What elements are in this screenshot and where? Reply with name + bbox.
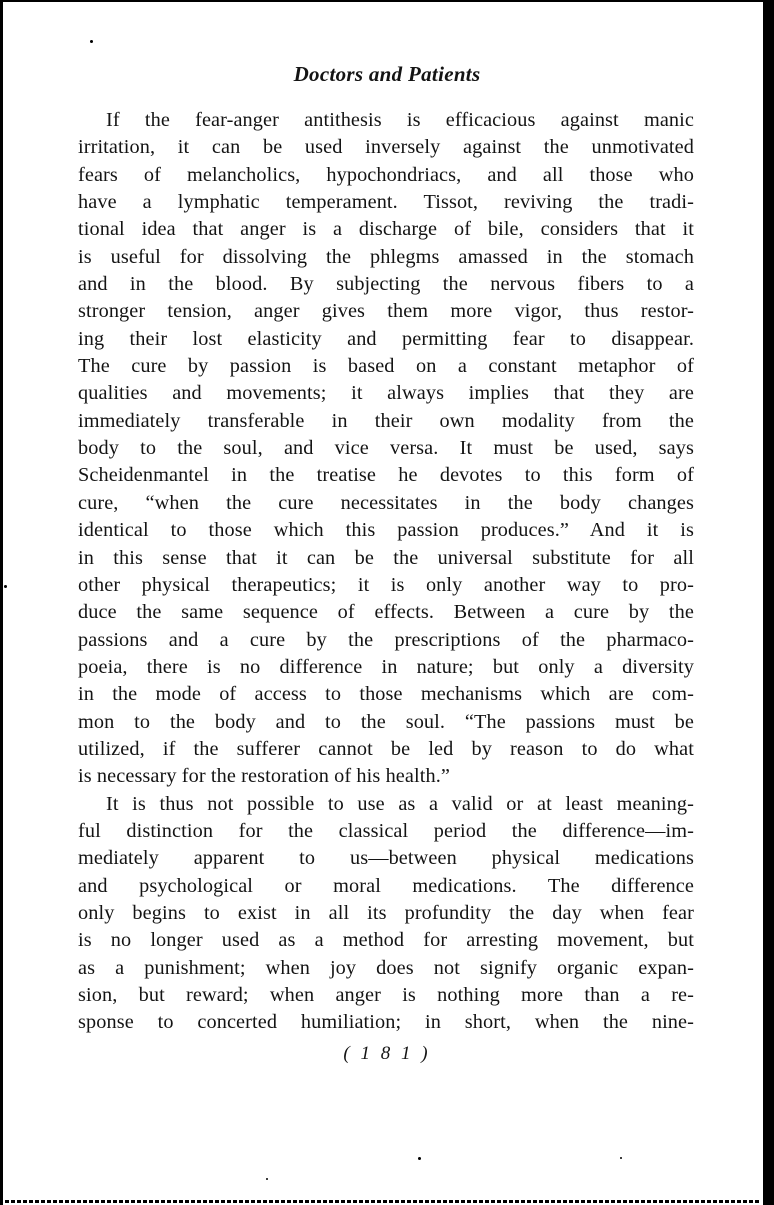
scan-speck: [418, 1157, 421, 1160]
text-line: as a punishment; when joy does not signify organic expan-: [78, 956, 694, 979]
text-line: identical to those which this passion produces.” And it is: [78, 519, 694, 542]
text-line: stronger tension, anger gives them more vigor, thus restor-: [78, 300, 694, 323]
text-line: duce the same sequence of effects. Between a cure by the: [78, 601, 694, 624]
text-line: sponse to concerted humiliation; in short, when the nine-: [78, 1011, 694, 1034]
scan-speck: [266, 1178, 268, 1180]
text-line: is useful for dissolving the phlegms amassed in the stomach: [78, 245, 694, 268]
text-line: and in the blood. By subjecting the nervous fibers to a: [78, 273, 694, 296]
text-line: Scheidenmantel in the treatise he devotes to this form of: [78, 464, 694, 487]
text-line: fears of melancholics, hypochondriacs, and all those who: [78, 163, 694, 186]
text-line: only begins to exist in all its profundity the day when fear: [78, 901, 694, 924]
text-line: and psychological or moral medications. The difference: [78, 874, 694, 897]
scan-edge-top: [0, 0, 774, 2]
text-line: It is thus not possible to use as a valid or at least meaning-: [106, 792, 694, 815]
text-line: poeia, there is no difference in nature; but only a diversity: [78, 655, 694, 678]
scan-speck: [90, 40, 93, 43]
text-line: in this sense that it can be the universal substitute for all: [78, 546, 694, 569]
text-line: have a lymphatic temperament. Tissot, reviving the tradi-: [78, 191, 694, 214]
scan-edge-right: [763, 0, 774, 1205]
text-line: mon to the body and to the soul. “The passions must be: [78, 710, 694, 733]
text-line: in the mode of access to those mechanisms which are com-: [78, 683, 694, 706]
scan-speck: [4, 585, 7, 588]
text-line: utilized, if the sufferer cannot be led by reason to do what: [78, 737, 694, 760]
text-line: mediately apparent to us—between physical medications: [78, 847, 694, 870]
text-line: qualities and movements; it always implies that they are: [78, 382, 694, 405]
text-line: ing their lost elasticity and permitting fear to disappear.: [78, 327, 694, 350]
text-line: is necessary for the restoration of his health.”: [78, 765, 450, 788]
text-line: immediately transferable in their own modality from the: [78, 409, 694, 432]
text-line: cure, “when the cure necessitates in the body changes: [78, 491, 694, 514]
text-line: irritation, it can be used inversely against the unmotivated: [78, 136, 694, 159]
scan-speck: [620, 1157, 622, 1159]
page-body: [78, 107, 694, 1037]
text-line: The cure by passion is based on a constant metaphor of: [78, 355, 694, 378]
text-line: If the fear-anger antithesis is efficacious against manic: [106, 109, 694, 131]
text-line: other physical therapeutics; it is only another way to pro-: [78, 573, 694, 596]
scan-edge-left: [0, 0, 3, 1205]
text-line: sion, but reward; when anger is nothing more than a re-: [78, 984, 694, 1006]
text-line: passions and a cure by the prescriptions of the pharmaco-: [78, 628, 694, 651]
text-line: is no longer used as a method for arresting movement, but: [78, 929, 694, 952]
page-number: ( 1 8 1 ): [343, 1043, 431, 1064]
running-head: Doctors and Patients: [293, 62, 481, 86]
scan-edge-bottom: [5, 1200, 761, 1203]
text-line: tional idea that anger is a discharge of bile, considers that it: [78, 218, 694, 241]
text-line: ful distinction for the classical period the difference—im-: [78, 819, 694, 842]
text-line: body to the soul, and vice versa. It must be used, says: [78, 437, 694, 460]
